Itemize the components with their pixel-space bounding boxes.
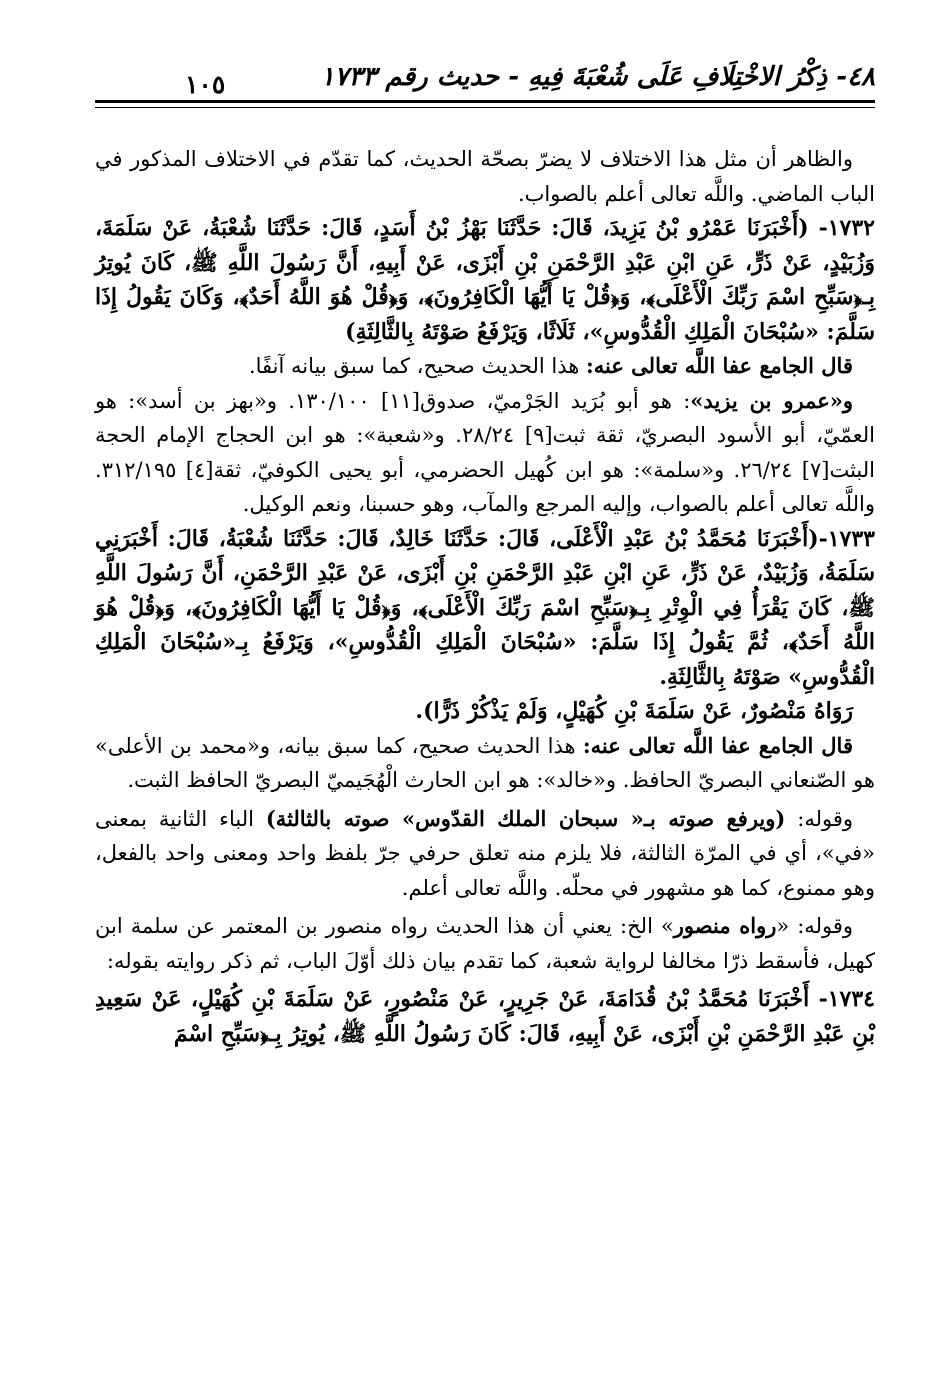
page-body: [95, 142, 875, 1051]
hadith-1734: ١٧٣٤- أَخْبَرَنَا مُحَمَّدُ بْنُ قُدَامَةَ، عَنْ جَرِيرٍ، عَنْ مَنْصُورٍ، عَنْ سَلَمَةَ بْنِ كُهَيْلٍ، عَنْ سَعِيدِ بْنِ عَبْدِ الرَّحْمَنِ بْنِ أَبْزَى، عَنْ أَبِيهِ، قَالَ: كَانَ رَسُولُ اللَّهِ ﷺ، يُوتِرُ بِـ﴿سَبِّحِ اسْمَ: [95, 986, 875, 1047]
explanation-quote: (ويرفع صوته بـ« سبحان الملك القدّوس» صوته بالثالثة): [265, 805, 786, 831]
narrator-name: و«عمرو بن يزيد»: [690, 387, 854, 413]
explanation-text: الباء الثانية بمعنى «في»، أي في المرّة الثالثة، فلا يلزم منه تعلق حرفي جرّ بلفظ واحد ومعنى واحد بالفعل، وهو ممنوع، كما هو مشهور في محلّه. واللَّه تعالى أعلم.: [95, 806, 875, 900]
header-rule-thick: [95, 100, 875, 103]
hadith-1732: ١٧٣٢- (أَخْبَرَنَا عَمْرُو بْنُ يَزِيدَ، قَالَ: حَدَّثَنَا بَهْزُ بْنُ أَسَدٍ، قَالَ: حَدَّثَنَا شُعْبَةُ، عَنْ سَلَمَةَ، وَزُبَيْدٍ، عَنْ ذَرٍّ، عَنِ ابْنِ عَبْدِ الرَّحْمَنِ بْنِ أَبْزَى، عَنْ أَبِيهِ، أَنَّ رَسُولَ اللَّهِ ﷺ، كَانَ يُوتِرُ بِـ﴿سَبِّحِ اسْمَ رَبِّكَ الْأَعْلَى﴾، وَ﴿قُلْ يَا أَيُّهَا الْكَافِرُونَ﴾، وَ﴿قُلْ هُوَ اللَّهُ أَحَدٌ﴾، وَكَانَ يَقُولُ إِذَا سَلَّمَ: «سُبْحَانَ الْمَلِكِ الْقُدُّوسِ»، ثَلَاثًا، وَيَرْفَعُ صَوْتَهُ بِالثَّالِثَةِ): [95, 215, 875, 345]
commentary-heading: قال الجامع عفا اللَّه تعالى عنه:: [585, 353, 853, 378]
commentary-heading: قال الجامع عفا اللَّه تعالى عنه:: [582, 732, 853, 758]
commentary-1733: [95, 729, 875, 798]
explanation-quote: رواه منصور: [673, 913, 777, 938]
narrators-1732: [95, 384, 875, 522]
explanation-lead: وقوله:: [785, 806, 854, 831]
explanation-lead: وقوله: «: [776, 914, 853, 938]
header-rule-thin: [95, 107, 875, 108]
hadith-1733: ١٧٣٣-(أَخْبَرَنَا مُحَمَّدُ بْنُ عَبْدِ الْأَعْلَى، قَالَ: حَدَّثَنَا خَالِدٌ، قَالَ: حَدَّثَنَا شُعْبَةُ، قَالَ: أَخْبَرَنِي سَلَمَةُ، وَزُبَيْدٌ، عَنْ ذَرٍّ، عَنِ ابْنِ عَبْدِ الرَّحْمَنِ بْنِ أَبْزَى، عَنْ عَبْدِ الرَّحْمَنِ، أَنَّ رَسُولَ اللَّهِ ﷺ، كَانَ يَقْرَأُ فِي الْوِتْرِ بِـ﴿سَبِّحِ اسْمَ رَبِّكَ الْأَعْلَى﴾، وَ﴿قُلْ يَا أَيُّهَا الْكَافِرُونَ﴾، وَ﴿قُلْ هُوَ اللَّهُ أَحَدٌ﴾، ثُمَّ يَقُولُ إِذَا سَلَّمَ: «سُبْحَانَ الْمَلِكِ الْقُدُّوسِ»، وَيَرْفَعُ بِـ«سُبْحَانَ الْمَلِكِ الْقُدُّوسِ» صَوْتَهُ بِالثَّالِثَةِ.: [95, 525, 875, 690]
explanation-mansur: [95, 909, 875, 978]
commentary-1732: [95, 349, 875, 384]
commentary-text: هذا الحديث صحيح، كما سبق بيانه آنفًا.: [248, 354, 586, 378]
explanation-text: » الخ: يعني أن هذا الحديث رواه منصور بن المعتمر عن سلمة ابن كهيل، فأسقط ذرّا مخالفا لرواية شعبة، كما تقدم بيان ذلك أوّلَ الباب، ثم ذكر روايته بقوله:: [95, 914, 875, 973]
page-number: ١٠٥: [185, 70, 226, 99]
narrators-text: : هو أبو بُرَيد الجَرْميّ، صدوق[١١] ١٣٠/١٠٠. و«بهز بن أسد»: هو العمّيّ، أبو الأسود البصريّ، ثقة ثبت[٩] ٢٨/٢٤. و«شعبة»: هو ابن الحجاج الإمام الحجة البثت[٧] ٢٦/٢٤. و«سلمة»: هو ابن كُهيل الحضرمي، أبو يحيى الكوفيّ، ثقة[٤] ٣١٢/١٩٥. واللَّه تعالى أعلم بالصواب، وإليه المرجع والمآب، وهو حسبنا، ونعم الوكيل.: [95, 388, 876, 516]
running-title: ٤٨- ذِكْرُ الاخْتِلَافِ عَلَى شُعْبَةَ فِيهِ - حديث رقم ١٧٣٣: [320, 62, 875, 92]
hadith-1733-riwaya: رَوَاهُ مَنْصُورٌ، عَنْ سَلَمَةَ بْنِ كُهَيْلٍ، وَلَمْ يَذْكُرْ ذَرًّا).: [415, 698, 853, 724]
explanation-ba: [95, 802, 875, 906]
paragraph-intro: والظاهر أن مثل هذا الاختلاف لا يضرّ بصحّة الحديث، كما تقدّم في الاختلاف المذكور في الباب الماضي. واللَّه تعالى أعلم بالصواب.: [95, 147, 875, 206]
commentary-text: هذا الحديث صحيح، كما سبق بيانه، و«محمد بن الأعلى» هو الصّنعاني البصريّ الحافظ. و«خالد»: هو ابن الحارث الْهُجَيميّ البصريّ الحافظ الثبت.: [95, 733, 875, 792]
page-header: [95, 62, 875, 102]
